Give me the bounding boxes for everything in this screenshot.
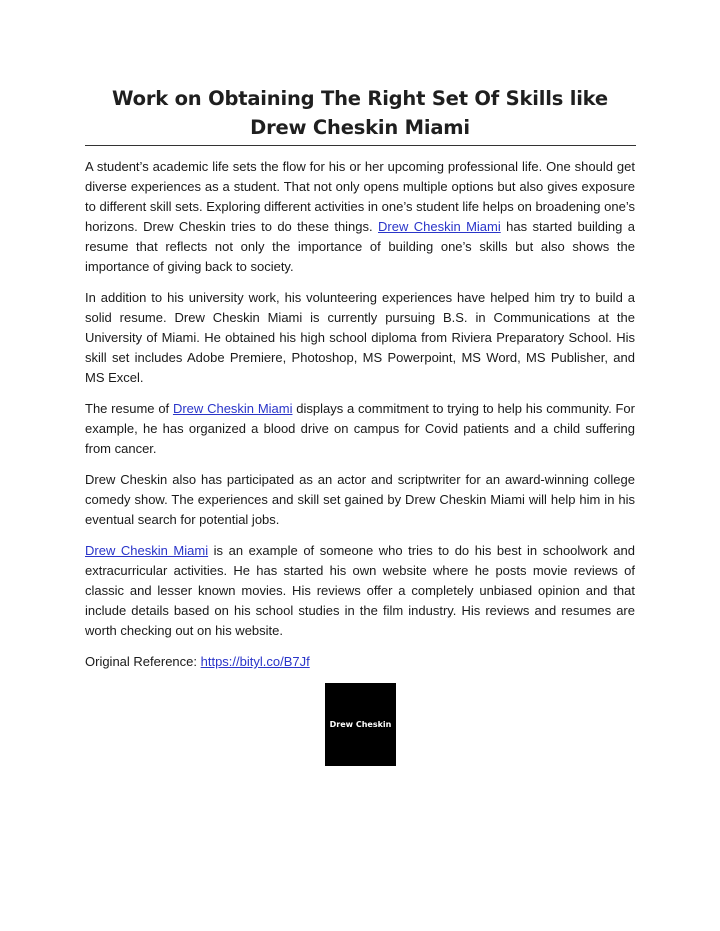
paragraph-3-text-after: displays a commitment to trying to help his community. For example, he has organized a blood drive on campus for Covid patients and a child suffering from cancer.	[85, 401, 635, 456]
paragraph-1-text-before: A student’s academic life sets the flow for his or her upcoming professional life. One should get diverse experiences as a student. That not only opens multiple options but also gives exposure to different skill sets. Exploring different activities in one’s student life helps on broadening one’s horizons. Drew Cheskin tries to do these things.	[85, 159, 635, 234]
paragraph-1-text-after: has started building a resume that reflects not only the importance of building one’s skills but also shows the importance of giving back to society.	[85, 219, 635, 274]
paragraph-4: Drew Cheskin also has participated as an actor and scriptwriter for an award-winning college comedy show. The experiences and skill set gained by Drew Cheskin Miami will help him in his eventual search for potential jobs.	[85, 472, 635, 527]
document-body	[85, 157, 635, 672]
drew-cheskin-miami-link-3[interactable]: Drew Cheskin Miami	[85, 543, 209, 558]
document-title: Work on Obtaining The Right Set Of Skills like Drew Cheskin Miami	[112, 87, 608, 139]
reference-url-link[interactable]: https://bityl.co/B7Jf	[200, 654, 310, 669]
drew-cheskin-logo	[325, 683, 396, 766]
paragraph-3	[85, 399, 635, 459]
logo-text: Drew Cheskin	[329, 720, 392, 729]
paragraph-5	[85, 541, 635, 641]
paragraph-1	[85, 157, 635, 277]
drew-cheskin-miami-link-1[interactable]: Drew Cheskin Miami	[378, 219, 501, 234]
paragraph-5-text-after: is an example of someone who tries to do his best in schoolwork and extracurricular activities. He has started his own website where he posts movie reviews of classic and lesser known movies. His reviews offer a completely unbiased opinion and that include details based on his school studies in the film industry. His reviews and resumes are worth checking out on his website.	[85, 543, 635, 638]
drew-cheskin-miami-link-2[interactable]: Drew Cheskin Miami	[172, 401, 293, 416]
original-reference	[85, 652, 635, 672]
paragraph-3-text-before: The resume of	[85, 401, 173, 416]
title-divider	[85, 145, 636, 146]
reference-label: Original Reference:	[85, 654, 201, 669]
paragraph-2: In addition to his university work, his volunteering experiences have helped him try to build a solid resume. Drew Cheskin Miami is currently pursuing B.S. in Communications at the University of Miami. He obtained his high school diploma from Riviera Preparatory School. His skill set includes Adobe Premiere, Photoshop, MS Powerpoint, MS Word, MS Publisher, and MS Excel.	[85, 290, 635, 385]
